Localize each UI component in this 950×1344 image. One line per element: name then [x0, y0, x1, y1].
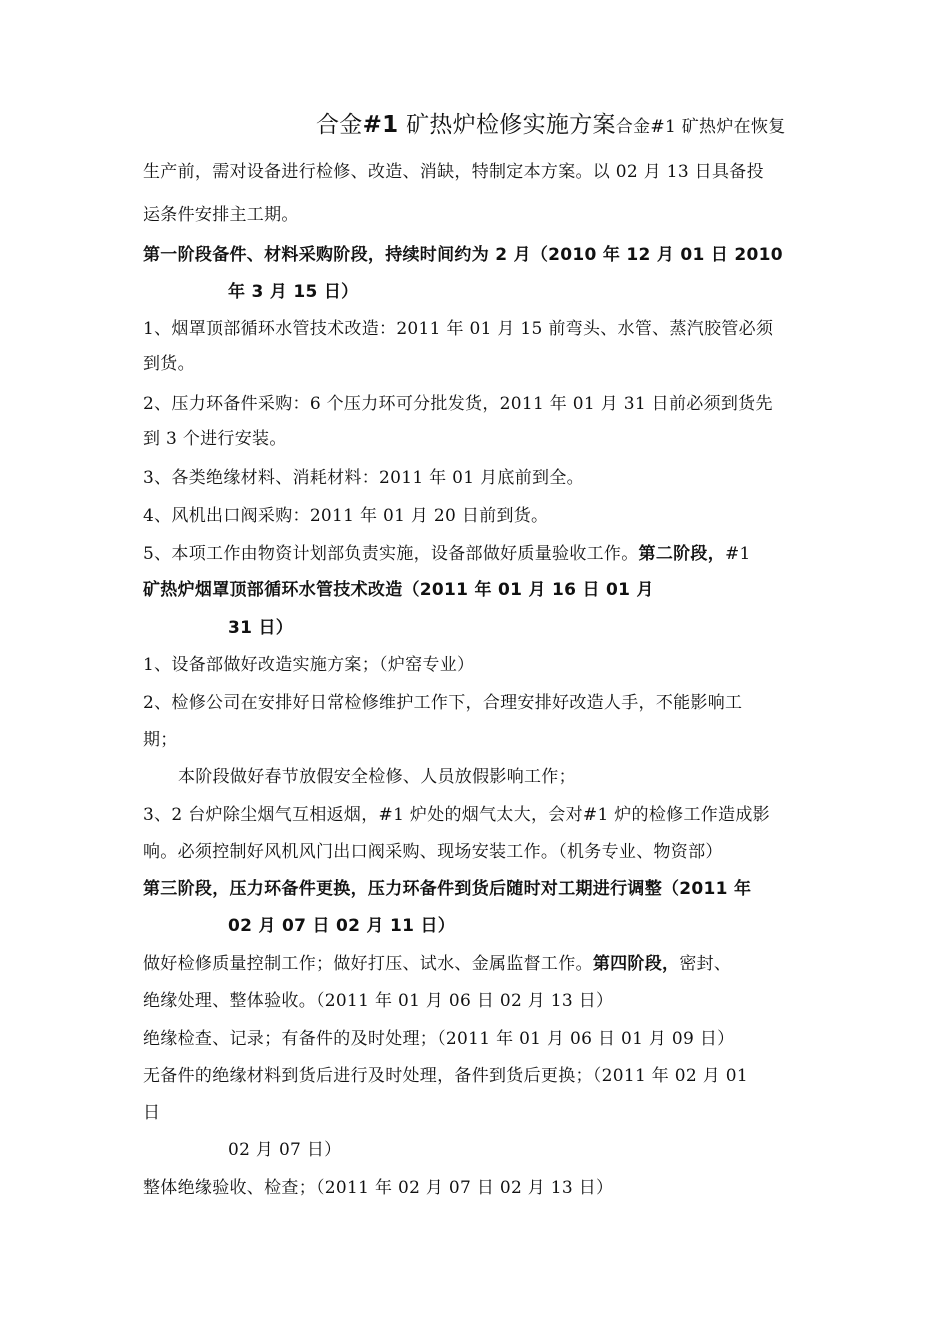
title-tail: 合金#1 矿热炉在恢复 — [615, 117, 786, 137]
stage-1-heading: 第一阶段备件、材料采购阶段，持续时间约为 2 月（2010 年 12 月 01 日 2010 — [143, 245, 783, 265]
stage-3-heading: 第三阶段，压力环备件更换，压力环备件到货后随时对工期进行调整（2011 年 — [143, 879, 752, 899]
stage-3-heading-cont: 02 月 07 日 02 月 11 日） — [228, 916, 456, 936]
stage-2-item-2-cont: 期； — [143, 730, 178, 750]
stage-1-item-5: 5、本项工作由物资计划部负责实施，设备部做好质量验收工作。第二阶段，#1 — [143, 544, 751, 564]
stage-4-label: 第四阶段， — [592, 954, 680, 974]
stage-2-item-3: 3、2 台炉除尘烟气互相返烟，#1 炉处的烟气太大，会对#1 炉的检修工作造成影 — [143, 805, 770, 825]
stage-1-item-2-cont: 到 3 个进行安装。 — [143, 429, 287, 449]
stage-1-item-2: 2、压力环备件采购：6 个压力环可分批发货，2011 年 01 月 31 日前必须到货先 — [143, 394, 773, 414]
stage-1-item-3: 3、各类绝缘材料、消耗材料：2011 年 01 月底前到全。 — [143, 468, 584, 488]
stage-1-item-1: 1、烟罩顶部循环水管技术改造：2011 年 01 月 15 前弯头、水管、蒸汽胶管必须 — [143, 319, 774, 339]
stage-2-note: 本阶段做好春节放假安全检修、人员放假影响工作； — [178, 767, 576, 787]
stage-4-line-3-cont: 日 — [143, 1103, 161, 1123]
stage-4-line-4: 02 月 07 日） — [228, 1140, 342, 1160]
stage-4-line-3: 无备件的绝缘材料到货后进行及时处理，备件到货后更换；（2011 年 02 月 01 — [143, 1066, 748, 1086]
document-title — [316, 114, 786, 138]
stage-3-line: 做好检修质量控制工作；做好打压、试水、金属监督工作。第四阶段，密封、 — [143, 954, 732, 974]
stage-4-line-2: 绝缘检查、记录；有备件的及时处理；（2011 年 01 月 06 日 01 月 09 日） — [143, 1029, 735, 1049]
stage-1-item-1-cont: 到货。 — [143, 354, 195, 374]
stage-2-item-3-cont: 响。必须控制好风机风门出口阀采购、现场安装工作。（机务专业、物资部） — [143, 842, 723, 862]
stage-4-line-1: 绝缘处理、整体验收。（2011 年 01 月 06 日 02 月 13 日） — [143, 991, 614, 1011]
intro-line-1: 生产前，需对设备进行检修、改造、消缺，特制定本方案。以 02 月 13 日具备投 — [143, 162, 764, 182]
stage-1-heading-cont: 年 3 月 15 日） — [228, 282, 359, 302]
stage-2-item-2: 2、检修公司在安排好日常检修维护工作下，合理安排好改造人手，不能影响工 — [143, 693, 743, 713]
stage-2-label: 第二阶段， — [638, 544, 726, 564]
intro-line-2: 运条件安排主工期。 — [143, 205, 299, 225]
stage-1-item-4: 4、风机出口阀采购：2011 年 01 月 20 日前到货。 — [143, 506, 549, 526]
title-main: 合金#1 矿热炉检修实施方案 — [316, 112, 616, 138]
stage-2-item-1: 1、设备部做好改造实施方案；（炉窑专业） — [143, 655, 475, 675]
stage-2-heading: 矿热炉烟罩顶部循环水管技术改造（2011 年 01 月 16 日 01 月 — [143, 580, 654, 600]
stage-2-heading-cont: 31 日） — [228, 618, 294, 638]
stage-4-line-5: 整体绝缘验收、检查；（2011 年 02 月 07 日 02 月 13 日） — [143, 1178, 614, 1198]
